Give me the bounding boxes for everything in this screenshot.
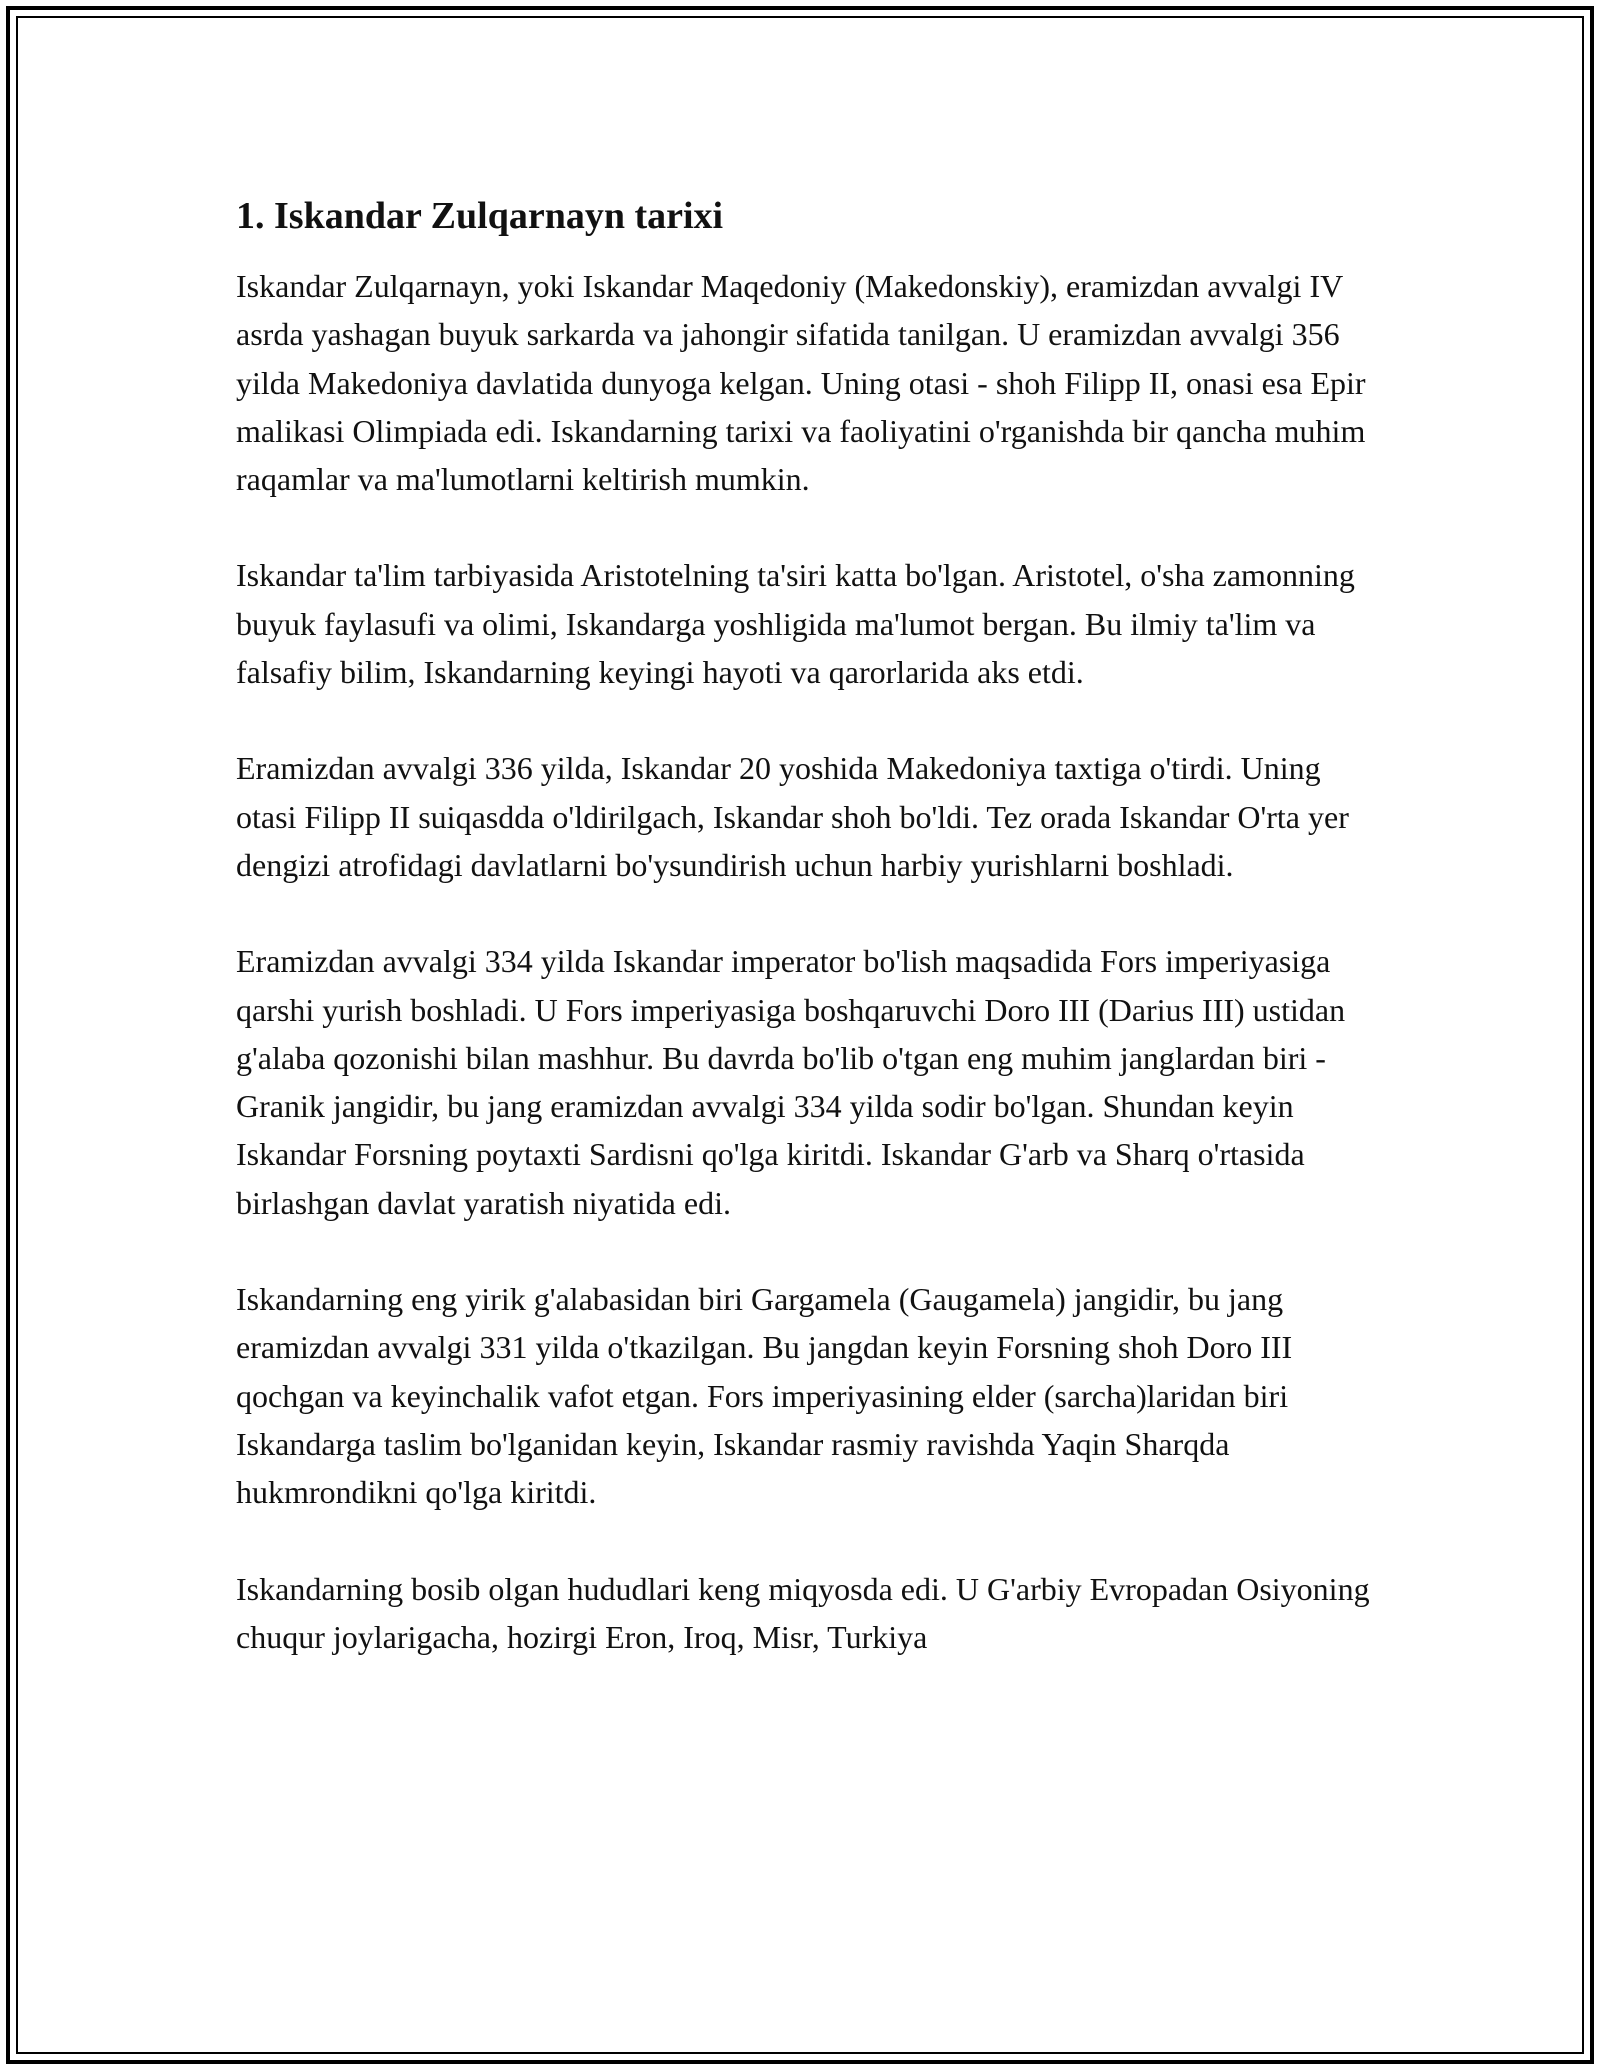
document-body — [236, 190, 1386, 1709]
paragraph-2: Iskandar ta'lim tarbiyasida Aristotelning ta'siri katta bo'lgan. Aristotel, o'sha zamonning buyuk faylasufi va olimi, Iskandarga yoshligida ma'lumot bergan. Bu ilmiy ta'lim va falsafiy bilim, Iskandarning keyingi hayoti va qarorlarida aks etdi. — [236, 557, 1355, 691]
paragraph-6: Iskandarning bosib olgan hududlari keng miqyosda edi. U G'arbiy Evropadan Osiyoning chuqur joylarigacha, hozirgi Eron, Iroq, Misr, Turkiya — [236, 1570, 1370, 1655]
paragraph-5: Iskandarning eng yirik g'alabasidan biri Gargamela (Gaugamela) jangidir, bu jang eramizdan avvalgi 331 yilda o'tkazilgan. Bu jangdan keyin Forsning shoh Doro III qochgan va keyinchalik vafot etgan. Fors imperiyasining elder (sarcha)laridan biri Iskandarga taslim bo'lganidan keyin, Iskandar rasmiy ravishda Yaqin Sharqda hukmrondikni qo'lga kiritdi. — [236, 1281, 1293, 1511]
paragraph-3: Eramizdan avvalgi 336 yilda, Iskandar 20 yoshida Makedoniya taxtiga o'tirdi. Uning otasi Filipp II suiqasdda o'ldirilgach, Iskandar shoh bo'ldi. Tez orada Iskandar O'rta yer dengizi atrofidagi davlatlarni bo'ysundirish uchun harbiy yurishlarni boshladi. — [236, 750, 1349, 883]
paragraph-1: Iskandar Zulqarnayn, yoki Iskandar Maqedoniy (Makedonskiy), eramizdan avvalgi IV asrda yashagan buyuk sarkarda va jahongir sifatida tanilgan. U eramizdan avvalgi 356 yilda Makedoniya davlatida dunyoga kelgan. Uning otasi - shoh Filipp II, onasi esa Epir malikasi Olimpiada edi. Iskandarning tarixi va faoliyatini o'rganishda bir qancha muhim raqamlar va ma'lumotlarni keltirish mumkin. — [236, 268, 1366, 498]
paragraph-4: Eramizdan avvalgi 334 yilda Iskandar imperator bo'lish maqsadida Fors imperiyasiga qarshi yurish boshladi. U Fors imperiyasiga boshqaruvchi Doro III (Darius III) ustidan g'alaba qozonishi bilan mashhur. Bu davrda bo'lib o'tgan eng muhim janglardan biri - Granik jangidir, bu jang eramizdan avvalgi 334 yilda sodir bo'lgan. Shundan keyin Iskandar Forsning poytaxti Sardisni qo'lga kiritdi. Iskandar G'arb va Sharq o'rtasida birlashgan davlat yaratish niyatida edi. — [236, 943, 1346, 1221]
section-heading: 1. Iskandar Zulqarnayn tarixi — [236, 195, 724, 237]
